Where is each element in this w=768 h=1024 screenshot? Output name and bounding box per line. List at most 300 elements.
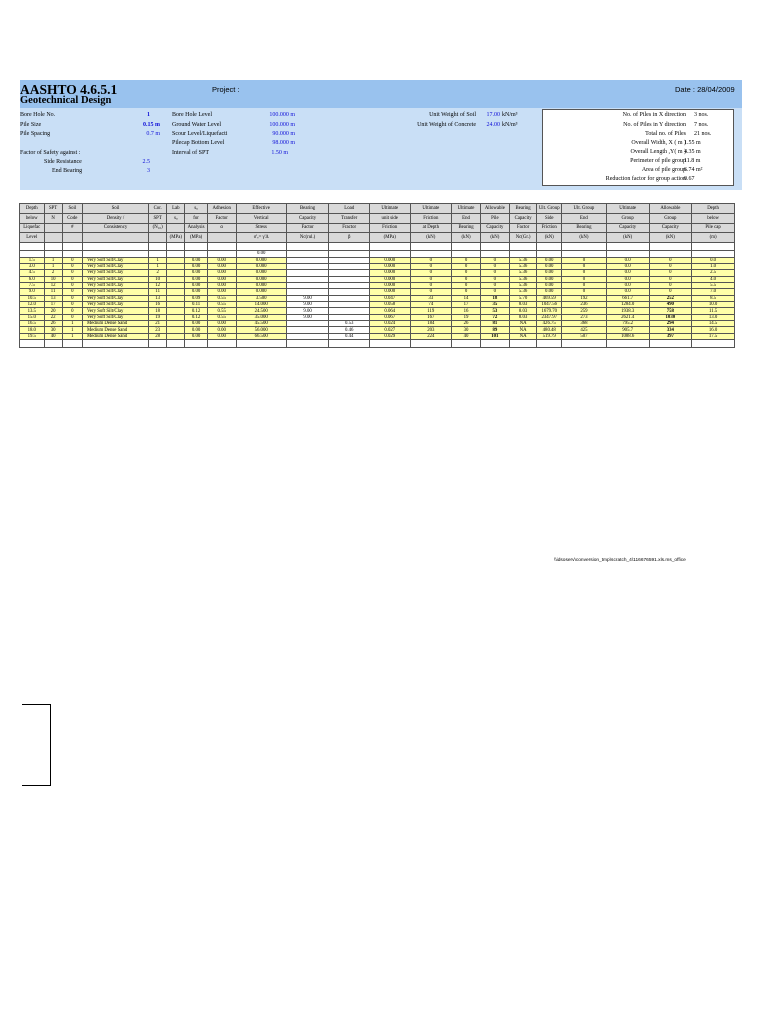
table-cell: 368 (562, 321, 607, 327)
column-header (62, 233, 82, 243)
table-cell: 8.5 (692, 295, 735, 301)
table-cell: 273 (562, 314, 607, 320)
table-cell: 5.36 (509, 270, 537, 276)
header-band (20, 80, 742, 108)
table-cell: 5.5 (692, 283, 735, 289)
column-header: Lab (167, 204, 185, 214)
table-cell: 2347.97 (537, 314, 562, 320)
table-cell: 0.12 (185, 308, 207, 314)
column-header: Ultimate (410, 204, 452, 214)
column-header: N (44, 213, 62, 223)
bore-hole-level-value[interactable]: 100.000 m (269, 112, 295, 118)
column-header: Adhesion (207, 204, 236, 214)
scour-level-value[interactable]: 90.000 m (272, 131, 295, 137)
table-cell: 480.48 (537, 327, 562, 333)
table-cell: 16.0 (692, 327, 735, 333)
table-cell: 0.00 (185, 289, 207, 295)
unit-weight-soil-unit: kN/m³ (502, 112, 518, 118)
table-cell: 1 (149, 257, 167, 263)
column-header: Bearing (562, 223, 607, 233)
table-cell: 23 (149, 327, 167, 333)
table-cell: 0 (649, 276, 692, 282)
table-cell: 0 (480, 283, 509, 289)
column-header: Nc(rul.) (286, 233, 329, 243)
table-cell: 1 (44, 257, 62, 263)
table-cell: 0.00 (207, 270, 236, 276)
table-cell: 0 (410, 257, 452, 263)
file-path-note: \\idsoserv\conversion_tmp\scratch_4\116676591.xls.ms_office (554, 558, 686, 563)
table-cell: 0.0 (606, 270, 649, 276)
table-cell: 18 (149, 308, 167, 314)
table-cell: 0.00 (537, 257, 562, 263)
table-cell: 0.058 (369, 302, 410, 308)
table-cell: 519.79 (537, 333, 562, 339)
table-cell: 10.0 (692, 302, 735, 308)
table-cell: 101 (480, 333, 509, 339)
spt-interval-value[interactable]: 1.50 m (271, 150, 288, 156)
table-cell: NA (509, 321, 537, 327)
column-header: Bearing (509, 204, 537, 214)
fos-label: Factor of Safety against : (20, 150, 81, 156)
table-cell: 0 (62, 257, 82, 263)
column-header: Cor. (149, 204, 167, 214)
table-cell: 0 (452, 283, 481, 289)
column-header: (kN) (649, 233, 692, 243)
column-header (207, 233, 236, 243)
table-cell: 0.09 (185, 295, 207, 301)
table-header-row (20, 233, 735, 243)
table-cell: 0.000 (236, 289, 286, 295)
table-cell: 0 (649, 270, 692, 276)
table-cell: 1 (62, 333, 82, 339)
table-cell: 0.000 (369, 289, 410, 295)
table-cell: 167 (410, 314, 452, 320)
table-cell: 2 (149, 270, 167, 276)
table-cell: 21 (149, 321, 167, 327)
table-cell: 11 (149, 289, 167, 295)
pile-group-label: No. of Piles in X direction (622, 112, 686, 118)
table-cell: 14.5 (692, 321, 735, 327)
table-cell: 0.047 (369, 295, 410, 301)
side-resistance-value[interactable]: 2.5 (142, 159, 150, 165)
pile-size-label: Pile Size (20, 122, 42, 128)
unit-weight-concrete-unit: kN/m³ (502, 122, 518, 128)
table-header-row (20, 204, 735, 214)
table-cell: 0.0 (606, 264, 649, 270)
table-cell: 1.0 (692, 264, 735, 270)
table-cell: Very Soft Silt/Clay (82, 302, 148, 308)
table-cell: 5.36 (509, 257, 537, 263)
table-cell: 14 (452, 295, 481, 301)
table-cell: 45.500 (236, 321, 286, 327)
unit-weight-concrete-label: Unit Weight of Concrete (417, 122, 476, 128)
table-cell: 16 (149, 302, 167, 308)
column-header: below (20, 213, 45, 223)
table-cell: 0.00 (207, 283, 236, 289)
table-cell: 1088.6 (606, 333, 649, 339)
table-cell: 16.5 (20, 321, 45, 327)
table-cell: 0.0 (606, 283, 649, 289)
unit-weight-soil-value[interactable]: 17.00 (486, 112, 500, 118)
table-cell: 425 (562, 327, 607, 333)
table-cell: 0.00 (185, 276, 207, 282)
column-header: Allowable (649, 204, 692, 214)
column-header: Soil (82, 204, 148, 214)
table-cell: 0.0 (606, 257, 649, 263)
bore-hole-level-label: Bore Hole Level (172, 112, 212, 118)
spt-interval-label: Interval of SPT (172, 150, 209, 156)
table-cell: 1938.3 (606, 308, 649, 314)
column-header: Ultimate (369, 204, 410, 214)
table-cell: 236 (562, 302, 607, 308)
table-cell: 758 (649, 308, 692, 314)
pile-group-label: Reduction factor for group action (605, 176, 686, 182)
table-cell: 19 (149, 314, 167, 320)
table-cell: 0.44 (329, 333, 370, 339)
column-header: Fractor (329, 223, 370, 233)
table-cell: 795.2 (606, 321, 649, 327)
column-header: below (692, 213, 735, 223)
table-cell: 2.5 (692, 270, 735, 276)
table-cell: 0.0 (606, 289, 649, 295)
table-cell: 9.00 (286, 308, 329, 314)
table-cell: 1 (44, 264, 62, 270)
table-cell: Very Soft Silt/Clay (82, 295, 148, 301)
table-cell: 11 (44, 289, 62, 295)
side-resistance-label: Side Resistance (44, 159, 82, 165)
column-header: Ultimate (606, 204, 649, 214)
pile-group-label: Overall Width, X ( m ) (631, 140, 686, 146)
column-header (44, 233, 62, 243)
table-cell: 5.70 (509, 295, 537, 301)
table-cell: 1047.56 (537, 302, 562, 308)
table-cell: 0.00 (537, 270, 562, 276)
table-cell: 13.5 (20, 308, 45, 314)
table-cell: 12 (44, 283, 62, 289)
table-cell: 0 (410, 276, 452, 282)
table-cell: 0.0 (692, 257, 735, 263)
column-header (167, 223, 185, 233)
table-cell: 0 (649, 283, 692, 289)
table-cell: Very Soft Silt/Clay (82, 314, 148, 320)
end-bearing-label: End Bearing (52, 168, 83, 174)
column-header: Capacity (480, 223, 509, 233)
page-subtitle: Geotechnical Design (20, 95, 112, 106)
table-cell: 4.0 (692, 276, 735, 282)
pile-group-value: 7 nos. (694, 122, 709, 128)
table-cell: 0.55 (207, 302, 236, 308)
table-cell: 17 (44, 302, 62, 308)
table-cell: 0 (480, 264, 509, 270)
table-cell: 0.000 (369, 283, 410, 289)
table-cell: NA (509, 327, 537, 333)
table-cell: 0 (649, 289, 692, 295)
table-cell: 469.59 (537, 295, 562, 301)
table-cell: Very Soft Silt/Clay (82, 289, 148, 295)
column-header: (N₁₀) (149, 223, 167, 233)
table-cell: 507 (562, 333, 607, 339)
pile-size-value[interactable]: 0.15 m (143, 122, 160, 128)
table-cell: 0.00 (185, 264, 207, 270)
pilecap-level-label: Pilecap Bottom Level (172, 140, 225, 146)
table-cell: 66.500 (236, 333, 286, 339)
table-cell: 11.5 (692, 308, 735, 314)
pile-group-label: Total no. of Piles (645, 131, 686, 137)
table-cell: 19.5 (20, 333, 45, 339)
table-cell: 9.00 (286, 295, 329, 301)
column-header: Capacity (606, 223, 649, 233)
column-header: Factor (207, 213, 236, 223)
table-cell: 12 (149, 283, 167, 289)
table-cell: 13 (44, 295, 62, 301)
table-cell: 5.36 (509, 289, 537, 295)
table-cell: 0.024 (369, 321, 410, 327)
table-cell: 53 (480, 308, 509, 314)
table-cell: 294 (649, 321, 692, 327)
table-cell: 0.0 (606, 276, 649, 282)
table-cell: 0 (452, 270, 481, 276)
table-cell: 0.00 (185, 327, 207, 333)
table-cell: 0 (62, 295, 82, 301)
table-cell: 0.00 (537, 289, 562, 295)
table-cell: 0 (480, 276, 509, 282)
column-header: End (562, 213, 607, 223)
end-bearing-value[interactable]: 3 (147, 168, 150, 174)
table-cell: 0 (62, 289, 82, 295)
table-cell: 0 (452, 264, 481, 270)
table-cell: 12.0 (20, 302, 45, 308)
table-cell: 0 (452, 289, 481, 295)
table-cell: 1.5 (20, 257, 45, 263)
table-cell: 0 (452, 257, 481, 263)
table-cell: 192 (562, 295, 607, 301)
column-header: Depth (692, 204, 735, 214)
table-cell: 89 (480, 327, 509, 333)
table-cell: 0.000 (369, 257, 410, 263)
table-cell: 8.03 (509, 308, 537, 314)
column-header: Capacity (286, 213, 329, 223)
table-cell: Very Soft Silt/Clay (82, 283, 148, 289)
table-cell: 0.00 (185, 333, 207, 339)
table-cell: 0.00 (185, 270, 207, 276)
bore-hole-no-label: Bore Hole No. (20, 112, 56, 118)
column-header: Code (62, 213, 82, 223)
column-header: (kN) (452, 233, 481, 243)
table-cell: 0 (562, 283, 607, 289)
column-header: Ult. Group (537, 204, 562, 214)
table-cell: 15.0 (20, 314, 45, 320)
ground-water-value[interactable]: 100.000 m (269, 122, 295, 128)
column-header: (MPa) (185, 233, 207, 243)
table-cell: 72 (480, 314, 509, 320)
table-cell: 0.55 (207, 314, 236, 320)
column-header: Level (20, 233, 45, 243)
column-header: Load (329, 204, 370, 214)
table-cell: Medium Dense Sand (82, 327, 148, 333)
table-cell: 10 (44, 276, 62, 282)
table-cell: 1284.0 (606, 302, 649, 308)
table-cell: 40 (44, 333, 62, 339)
pile-group-value: 11.8 m (684, 158, 701, 164)
table-cell: 13.0 (692, 314, 735, 320)
column-header: Factor (286, 223, 329, 233)
column-header: (MPa) (167, 233, 185, 243)
table-cell: 56.000 (236, 327, 286, 333)
project-label: Project : (212, 85, 240, 94)
table-cell: 13 (149, 295, 167, 301)
table-cell: 28 (149, 333, 167, 339)
table-cell: 334 (649, 327, 692, 333)
date-label: Date : 28/04/2009 (675, 85, 735, 94)
scour-level-label: Scour Level/Liquefacti (172, 131, 228, 137)
table-cell: 0.000 (236, 264, 286, 270)
table-cell: 0 (410, 289, 452, 295)
table-cell: 33 (410, 295, 452, 301)
table-cell: 0.00 (537, 283, 562, 289)
column-header: α (207, 223, 236, 233)
pile-spacing-label: Pile Spacing (20, 131, 51, 137)
table-cell: 0 (410, 264, 452, 270)
table-cell: 26 (452, 321, 481, 327)
table-cell: 2 (44, 270, 62, 276)
table-cell: 0.00 (185, 321, 207, 327)
pile-group-value: 4.35 m (684, 149, 701, 155)
table-cell: 0 (62, 314, 82, 320)
column-header: Group (649, 213, 692, 223)
table-cell: Very Soft Silt/Clay (82, 276, 148, 282)
column-header: unit side (369, 213, 410, 223)
bore-hole-no-value[interactable]: 1 (147, 112, 150, 118)
column-header: Liquefac (20, 223, 45, 233)
column-header (149, 233, 167, 243)
table-cell: 0.067 (369, 314, 410, 320)
table-cell: 40 (452, 333, 481, 339)
column-header: Friction (410, 213, 452, 223)
pilecap-level-value[interactable]: 98.000 m (272, 140, 295, 146)
table-cell: 0.000 (236, 257, 286, 263)
column-header: Depth (20, 204, 45, 214)
table-cell: 0.00 (207, 264, 236, 270)
table-cell: 0 (410, 283, 452, 289)
table-cell: 0 (649, 264, 692, 270)
column-header: (m) (692, 233, 735, 243)
table-cell: 119 (410, 308, 452, 314)
column-header: Vertical (236, 213, 286, 223)
table-cell: Very Soft Silt/Clay (82, 308, 148, 314)
table-cell: 0 (562, 276, 607, 282)
table-cell: 0.000 (369, 270, 410, 276)
column-header (44, 223, 62, 233)
table-cell: 18 (480, 295, 509, 301)
table-cell: 35.000 (236, 314, 286, 320)
spacer-row (20, 243, 735, 251)
table-cell: 20 (44, 308, 62, 314)
table-cell: 4.5 (20, 270, 45, 276)
table-cell: 24.500 (236, 308, 286, 314)
table-cell: 661.7 (606, 295, 649, 301)
table-cell: Very Soft Silt/Clay (82, 264, 148, 270)
table-cell: 0.00 (207, 289, 236, 295)
table-cell: 0.55 (207, 295, 236, 301)
table-cell: 9.00 (286, 302, 329, 308)
unit-weight-concrete-value[interactable]: 24.00 (486, 122, 500, 128)
pile-group-value: 21 nos. (694, 131, 712, 137)
pile-group-label: Area of pile group (641, 167, 686, 173)
column-header: for (185, 213, 207, 223)
bracket-shape (22, 704, 51, 786)
column-header: (kN) (537, 233, 562, 243)
table-cell: 1030 (649, 314, 692, 320)
column-header: at Depth (410, 223, 452, 233)
ground-water-label: Ground Water Level (172, 122, 222, 128)
column-header: β (329, 233, 370, 243)
column-header: (MPa) (369, 233, 410, 243)
pile-group-label: Overall Length ,Y( m ) (630, 149, 686, 155)
table-cell: 0 (562, 264, 607, 270)
table-cell: 0 (480, 289, 509, 295)
table-cell: Medium Dense Sand (82, 333, 148, 339)
table-cell: 81 (480, 321, 509, 327)
column-header: Friction (537, 223, 562, 233)
table-cell: Medium Dense Sand (82, 321, 148, 327)
table-cell: 7.5 (20, 283, 45, 289)
table-cell: 5.36 (509, 264, 537, 270)
table-cell: 35 (480, 302, 509, 308)
page-title: AASHTO 4.6.5.1 (20, 82, 118, 97)
table-cell: 0 (62, 264, 82, 270)
table-cell: 8.03 (509, 302, 537, 308)
column-header: (kN) (480, 233, 509, 243)
column-header: Ult. Group (562, 204, 607, 214)
table-cell: 0.55 (207, 308, 236, 314)
table-cell: 0.000 (369, 276, 410, 282)
table-cell: 224 (410, 333, 452, 339)
table-cell: 0.12 (185, 314, 207, 320)
table-cell: 252 (649, 295, 692, 301)
column-header (82, 233, 148, 243)
pile-group-value: 1.55 m (684, 140, 701, 146)
table-cell: 0.000 (236, 276, 286, 282)
pile-group-value: 6.74 m² (684, 167, 703, 173)
column-header: Group (606, 213, 649, 223)
table-cell: 8.03 (509, 314, 537, 320)
table-cell: 1 (149, 264, 167, 270)
column-header: Friction (369, 223, 410, 233)
table-cell: 0 (62, 270, 82, 276)
table-cell: 0 (452, 276, 481, 282)
table-cell: 0.00 (185, 257, 207, 263)
table-cell: 0 (410, 270, 452, 276)
spacer-row (20, 340, 735, 348)
pile-spacing-value[interactable]: 0.7 m (146, 131, 160, 137)
table-cell: 0.029 (369, 333, 410, 339)
table-cell: 0 (62, 276, 82, 282)
column-header: Density / (82, 213, 148, 223)
column-header: Factor (509, 223, 537, 233)
table-cell: 1 (62, 327, 82, 333)
table-cell: 0.00 (537, 276, 562, 282)
table-cell: 490 (649, 302, 692, 308)
table-cell: 19 (452, 314, 481, 320)
table-cell: 30 (44, 327, 62, 333)
unit-weight-soil-label: Unit Weight of Soil (429, 112, 476, 118)
table-cell: 9.0 (20, 289, 45, 295)
table-cell: 0.46 (329, 327, 370, 333)
column-header: SPT (44, 204, 62, 214)
column-header: Analysis (185, 223, 207, 233)
table-cell: 10.5 (20, 295, 45, 301)
table-cell: 0.000 (236, 270, 286, 276)
